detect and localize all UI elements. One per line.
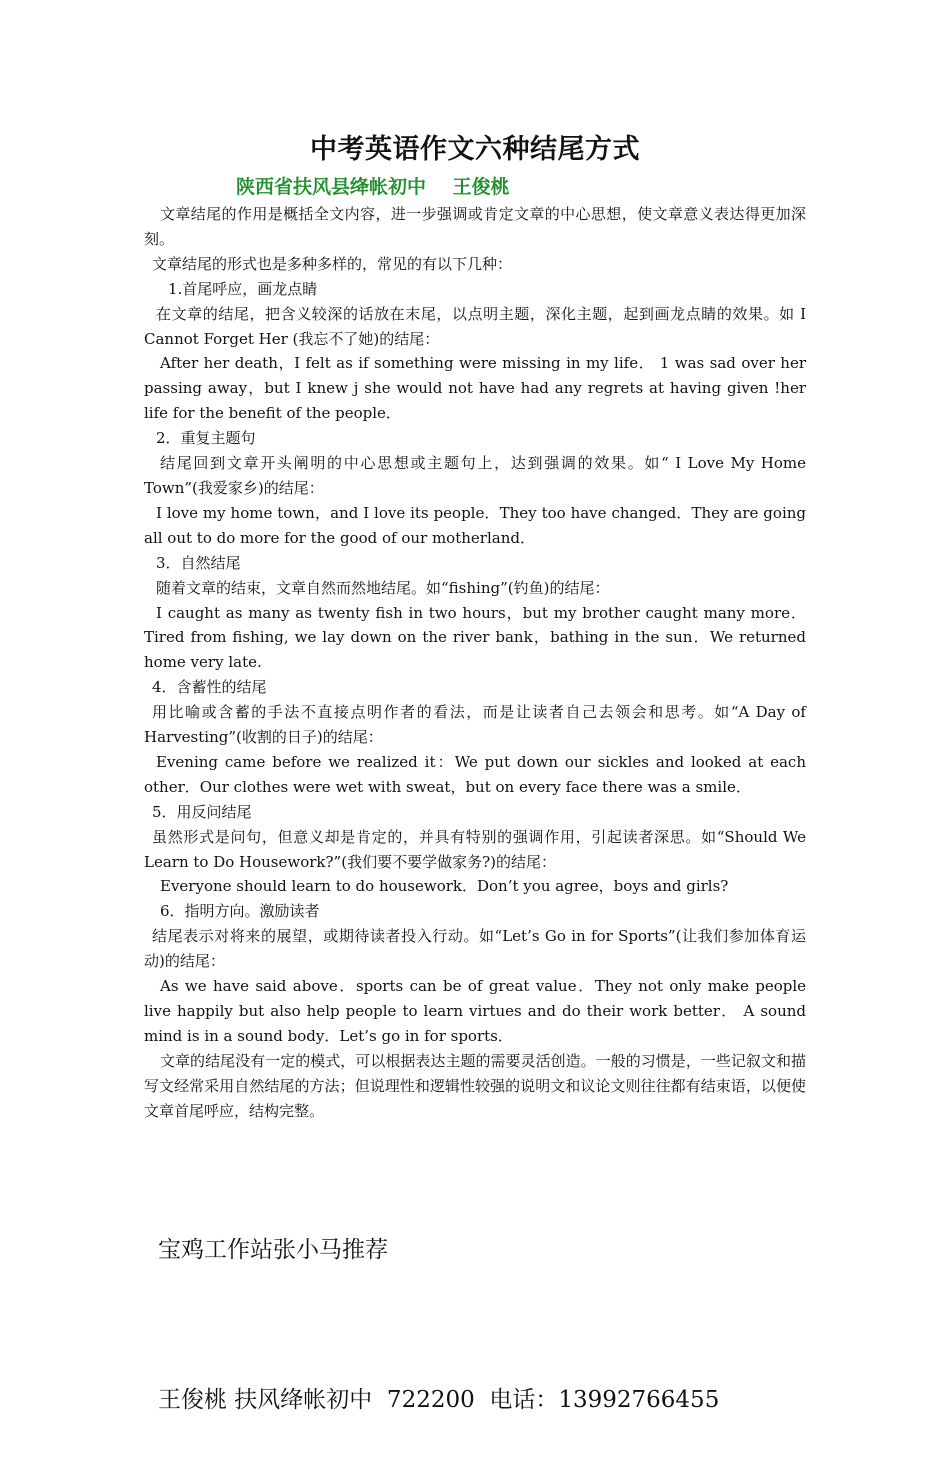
example-section-2: I love my home town，and I love its people．They too have changed．They are going all out to do more for the good of our motherland．	[144, 503, 806, 547]
document-body	[144, 128, 806, 1124]
heading-section-1: 1.首尾呼应，画龙点睛	[168, 279, 318, 298]
paragraph-conclusion: 文章的结尾没有一定的模式，可以根据表达主题的需要灵活创造。一般的习惯是，一些记叙文和描写文经常采用自然结尾的方法；但说理性和逻辑性较强的说明文和议论文则往往都有结束语，以便使文章首尾呼应，结构完整。	[144, 1051, 806, 1120]
heading-section-2: 2．重复主题句	[156, 429, 256, 448]
example-section-1: After her death，I felt as if something were missing in my life． 1 was sad over her passing away，but I knew j she would not have had any regrets at having given !her life for the benefit of the people．	[144, 354, 806, 423]
heading-section-6: 6．指明方向。激励读者	[160, 902, 320, 921]
heading-section-3: 3．自然结尾	[156, 553, 241, 572]
paragraph-section-5: 虽然形式是问句，但意义却是肯定的，并具有特别的强调作用，引起读者深思。如“Should We Learn to Do Housework?”(我们要不要学做家务?)的结尾：	[144, 827, 806, 871]
paragraph-forms: 文章结尾的形式也是多种多样的，常见的有以下几种：	[152, 254, 513, 273]
paragraph-section-3: 随着文章的结束，文章自然而然地结尾。如“fishing”(钓鱼)的结尾：	[156, 578, 610, 597]
document-footer	[158, 1125, 719, 1475]
example-section-3: I caught as many as twenty fish in two hours，but my brother caught many more．Tired from fishing, we lay down on the river bank，bathing in the sun．We returned home very late.	[144, 603, 806, 672]
footer-recommendation: 宝鸡工作站张小马推荐	[158, 1237, 388, 1263]
paragraph-section-4: 用比喻或含蓄的手法不直接点明作者的看法，而是让读者自己去领会和思考。如“A Day of Harvesting”(收割的日子)的结尾：	[144, 703, 806, 747]
heading-section-4: 4．含蓄性的结尾	[152, 678, 267, 697]
document-title: 中考英语作文六种结尾方式	[310, 134, 640, 165]
paragraph-intro: 文章结尾的作用是概括全文内容，进一步强调或肯定文章的中心思想，使文章意义表达得更加深刻。	[144, 205, 806, 248]
paragraph-section-2: 结尾回到文章开头阐明的中心思想或主题句上，达到强调的效果。如“ I Love My Home Town”(我爱家乡)的结尾：	[144, 454, 806, 497]
footer-contact: 王俊桃 扶风绛帐初中 722200 电话：13992766455	[158, 1387, 720, 1413]
paragraph-section-1: 在文章的结尾，把含义较深的话放在末尾，以点明主题，深化主题，起到画龙点睛的效果。如 I Cannot Forget Her (我忘不了她)的结尾：	[144, 304, 806, 348]
example-section-6: As we have said above．sports can be of great value．They not only make people live happily but also help people to learn virtues and do their work better． A sound mind is in a sound body．Let’s go in for sports．	[144, 977, 806, 1045]
heading-section-5: 5．用反问结尾	[152, 802, 252, 821]
paragraph-section-6: 结尾表示对将来的展望，或期待读者投入行动。如“Let’s Go in for Sports”(让我们参加体育运动)的结尾：	[144, 927, 806, 971]
document-author: 陕西省扶风县绛帐初中 王俊桃	[236, 176, 510, 198]
document-content	[144, 202, 806, 1124]
example-section-5: Everyone should learn to do housework．Don’t you agree，boys and girls?	[160, 877, 729, 896]
example-section-4: Evening came before we realized it：We put down our sickles and looked at each other．Our clothes were wet with sweat，but on every face there was a smile．	[144, 752, 806, 796]
